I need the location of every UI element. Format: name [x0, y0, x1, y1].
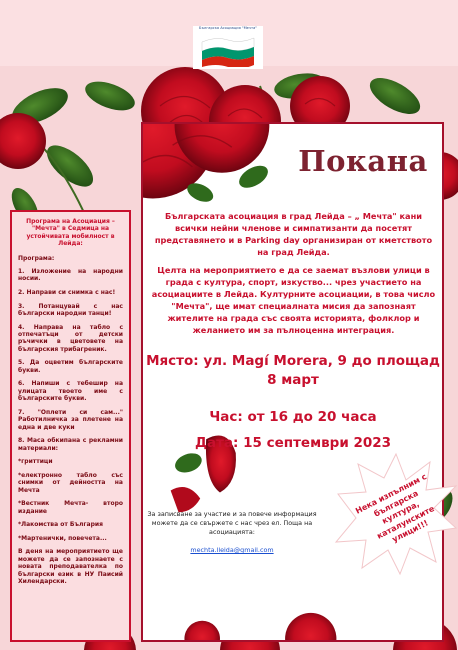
event-date: Дата: 15 септември 2023 — [194, 435, 392, 451]
starburst-text: Нека изпълним с българска култура, каталунските улици!!! — [354, 472, 436, 545]
event-time: Час: от 16 до 20 часа — [209, 409, 377, 425]
place-line-2: 8 март — [267, 372, 319, 388]
association-logo — [193, 26, 263, 69]
program-item: *Мартенички, повечета... — [18, 534, 107, 542]
program-panel — [10, 210, 131, 642]
bulgarian-flag-icon — [200, 36, 256, 67]
program-item: 8. Маса обкипана с рекламни материали: — [18, 437, 123, 452]
signup-info: За записване за участие и за повече информация можете да се свържете с нас чрез ел. Поща на асоциацията: — [147, 510, 317, 536]
program-label: Програма: — [18, 254, 55, 262]
program-item: *гриттици — [18, 458, 53, 466]
program-item: 2. Направи си снимка с нас! — [18, 289, 116, 297]
program-item: *Вестник Мечта- второ издание — [18, 500, 123, 515]
program-item: 3. Потанцувай с нас български народни танци! — [18, 302, 123, 318]
logo-caption: Българска Асоциация "Мечта" — [199, 26, 257, 30]
program-item: 1. Изложение на народни носии. — [18, 268, 123, 283]
program-item: 6. Напиши с тебешир на улицата твоето име с българските букви. — [18, 380, 123, 403]
email-link[interactable]: mechta.lleida@gmail.com — [190, 546, 274, 554]
program-item: *електронно табло със снимки от дейността на Мечта — [18, 471, 123, 494]
program-title: Програма на Асоциация – "Мечта" в Седмица на устойчивата мобилност в Лейда: — [26, 218, 115, 248]
program-item: *Лакомства от България — [18, 521, 103, 529]
mission-paragraph: Целта на мероприятието е да се заемат възлови улици в града с култура, спорт, изкуство... чрез участието на асоциациите в Лейда. Културните асоциации, в това число "Мечта", ще имат специалната мисия да запознаят жителите на града със своята историята, фолклор и желанието им за пълноценна интеграция. — [151, 265, 436, 335]
program-item: 4. Направа на табло с отпечатъци от детски ръчички в цветовете на българския трибагреник. — [18, 323, 123, 353]
program-item: В деня на мероприятието ще можете да се запознаете с новата преподавателка по български език в НУ Паисий Хилендарски. — [18, 548, 123, 586]
invitation-title: Покана — [298, 144, 428, 178]
program-item: 5. Да оцветим българските букви. — [18, 359, 123, 374]
place-line-1: Място: ул. Magí Morera, 9 до площад — [146, 353, 440, 369]
program-item: 7. "Оплети си сам..." Работилничка за плетене на една и две куки — [18, 408, 123, 431]
event-place — [143, 352, 443, 390]
intro-paragraph: Българската асоциация в град Лейда – „ Мечта" кани всички нейни членове и симпатизанти да посетят представянето и в Parking day организиран от кметството на град Лейда. — [154, 211, 433, 257]
